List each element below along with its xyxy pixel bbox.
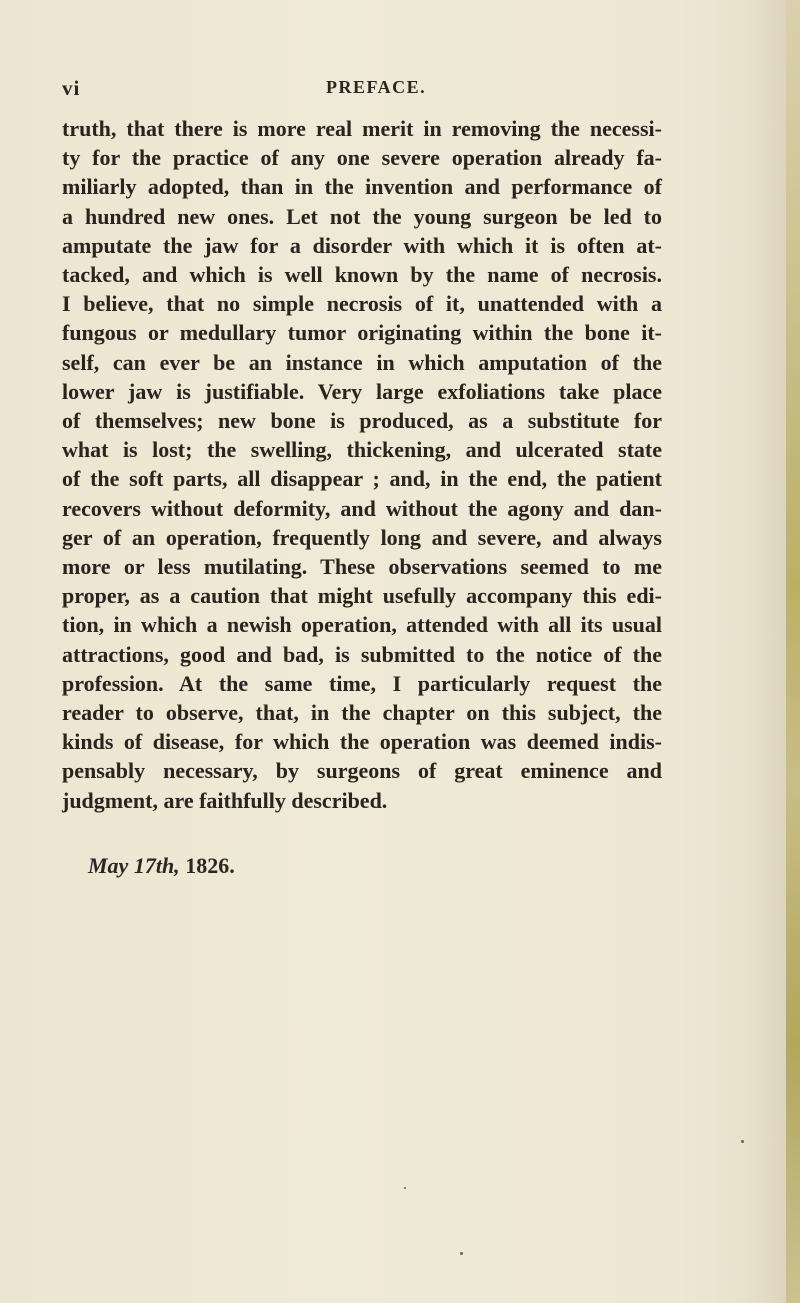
text-line: reader to observe, that, in the chapter on this subject, the [62, 700, 662, 726]
text-line: kinds of disease, for which the operation was deemed indis- [62, 729, 662, 755]
page-number: vi [62, 76, 81, 100]
text-line: fungous or medullary tumor originating within the bone it- [62, 320, 662, 346]
text-line: recovers without deformity, and without the agony and dan- [62, 495, 662, 521]
text-line: pensably necessary, by surgeons of great eminence and [62, 758, 662, 784]
body-paragraph [62, 114, 662, 815]
text-line: judgment, are faithfully described. [62, 787, 388, 813]
paper-speck [741, 1140, 744, 1143]
page-edge-shadow [746, 0, 786, 1303]
page-edge-stain [786, 0, 800, 1303]
text-line: amputate the jaw for a disorder with which it is often at- [62, 232, 662, 258]
text-line: more or less mutilating. These observations seemed to me [62, 554, 662, 580]
text-line: miliarly adopted, than in the invention and performance of [62, 174, 662, 200]
text-line: truth, that there is more real merit in removing the necessi- [62, 116, 662, 141]
date-day: May 17th, [88, 853, 180, 878]
paper-speck [460, 1252, 463, 1255]
text-line: what is lost; the swelling, thickening, and ulcerated state [62, 437, 662, 463]
text-line: proper, as a caution that might usefully accompany this edi- [62, 583, 662, 609]
page-title: PREFACE. [326, 77, 427, 97]
paper-speck [404, 1187, 406, 1189]
text-line: of the soft parts, all disappear ; and, in the end, the patient [62, 466, 662, 492]
signature-date [88, 853, 235, 879]
text-line: attractions, good and bad, is submitted to the notice of the [62, 641, 662, 667]
text-line: self, can ever be an instance in which amputation of the [62, 349, 662, 375]
text-line: of themselves; new bone is produced, as a substitute for [62, 408, 662, 434]
text-line: ty for the practice of any one severe operation already fa- [62, 145, 662, 171]
text-line: tion, in which a newish operation, attended with all its usual [62, 612, 662, 638]
text-line: I believe, that no simple necrosis of it, unattended with a [62, 291, 662, 317]
text-line: profession. At the same time, I particularly request the [62, 670, 662, 696]
date-year: 1826. [179, 853, 235, 878]
text-line: a hundred new ones. Let not the young surgeon be led to [62, 203, 662, 229]
text-line: ger of an operation, frequently long and severe, and always [62, 524, 662, 550]
running-head [62, 76, 662, 106]
text-line: lower jaw is justifiable. Very large exfoliations take place [62, 378, 662, 404]
text-line: tacked, and which is well known by the name of necrosis. [62, 262, 662, 288]
